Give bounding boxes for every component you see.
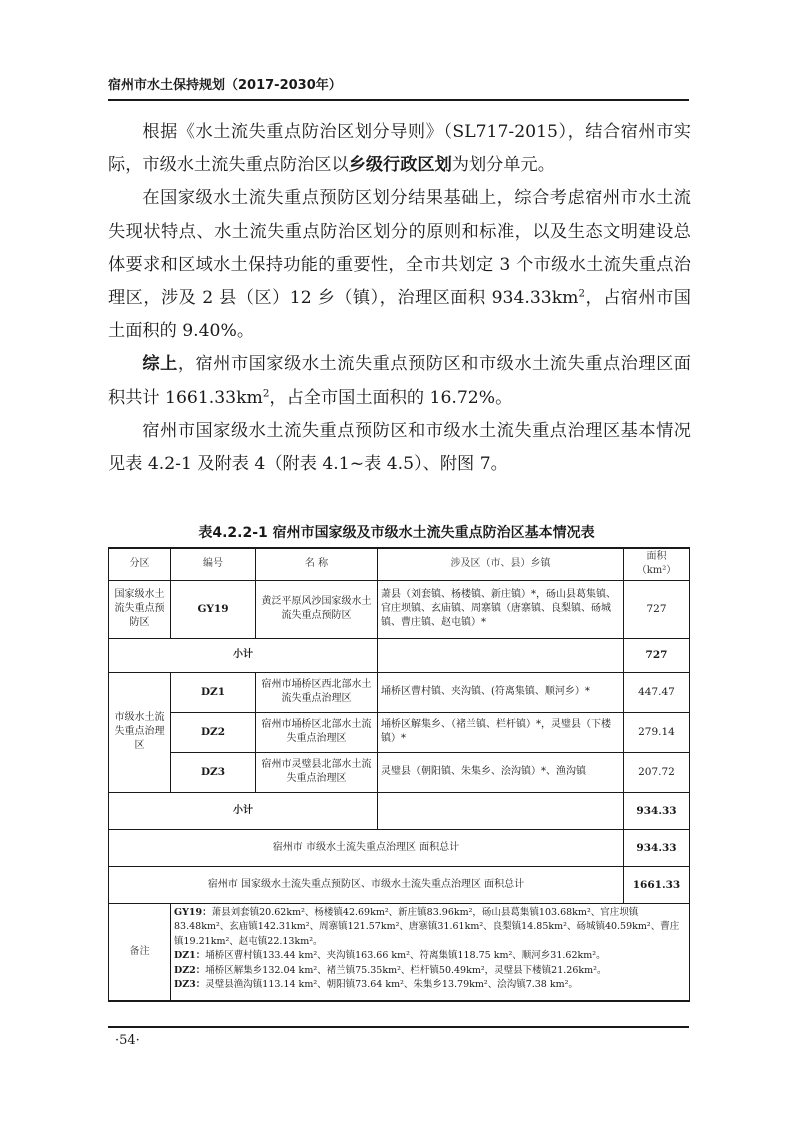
city-area-cell: 207.72 <box>624 752 690 792</box>
paragraph-3: 综上，宿州市国家级水土流失重点预防区和市级水土流失重点治理区面积共计 $1661.33km^2$，占全市国土面积的 16.72%。 <box>108 354 691 408</box>
city-zone-cell: 市级水土流失重点治理区 <box>109 672 171 792</box>
city-towns-cell: 埇桥区曹村镇、夹沟镇、(符离集镇、顺河乡）* <box>378 672 624 712</box>
city-towns-cell: 灵璧县（朝阳镇、朱集乡、浍沟镇）*、渔沟镇 <box>378 752 624 792</box>
remark-line: DZ3：灵璧县渔沟镇113.14 km²、朝阳镇73.64 km²、朱集乡13.79km²、浍沟镇7.38 km²。 <box>174 979 578 990</box>
city-area-cell: 447.47 <box>624 672 690 712</box>
city-subtotal-value: 934.33 <box>624 792 690 829</box>
city-code-cell: DZ2 <box>171 712 256 752</box>
city-total-label: 宿州市 市级水土流失重点治理区 面积总计 <box>109 829 624 866</box>
grand-total-row <box>109 866 690 903</box>
remarks-row <box>109 903 690 1001</box>
prevention-zone-table <box>108 547 690 1002</box>
city-name-cell: 宿州市埇桥区西北部水土流失重点治理区 <box>256 672 378 712</box>
header-title: 宿州市水土保持规划（2017-2030年） <box>108 78 342 93</box>
city-towns-cell: 埇桥区解集乡、（褚兰镇、栏杆镇）*，灵璧县（下楼镇）* <box>378 712 624 752</box>
grand-total-value: 1661.33 <box>624 866 690 903</box>
body-text <box>108 116 691 481</box>
table-row <box>109 712 690 752</box>
table-row <box>109 752 690 792</box>
table-row <box>109 580 690 638</box>
remark-line: GY19：萧县刘套镇20.62km²、杨楼镇42.69km²、新庄镇83.96km²，砀山县葛集镇103.68km²、官庄坝镇83.48km²、玄庙镇142.31km²、周寨镇121.57km²、唐寨镇31.61km²、良梨镇14.85km²、砀城镇40.59km²、曹庄镇19.21km²、赵屯镇22.13km²。 <box>174 906 680 947</box>
page-number: ·54· <box>115 1033 140 1048</box>
header-code: 编号 <box>171 548 256 580</box>
header-towns: 涉及区（市、县）乡镇 <box>378 548 624 580</box>
table-caption: 表4.2.2-1 宿州市国家级及市级水土流失重点防治区基本情况表 <box>198 525 595 541</box>
city-total-value: 934.33 <box>624 829 690 866</box>
table-row <box>109 672 690 712</box>
city-subtotal-empty <box>378 792 624 829</box>
remark-line: DZ2：埇桥区解集乡132.04 km²、褚兰镇75.35km²、栏杆镇50.49km²，灵璧县下楼镇21.26km²。 <box>174 964 607 976</box>
paragraph-2: 在国家级水土流失重点预防区划分结果基础上，综合考虑宿州市水土流失现状特点、水土流失重点防治区划分的原则和标准，以及生态文明建设总体要求和区域水土保持功能的重要性，全市共划定 3 个市级水土流失重点治理区，涉及 2 县（区）12 乡（镇），治理区面积 $934.33km^2$，占宿州市国土面积的 9.40%。 <box>108 188 691 342</box>
city-area-cell: 279.14 <box>624 712 690 752</box>
header-area: 面积 （km²） <box>624 548 690 580</box>
paragraph-4: 宿州市国家级水土流失重点预防区和市级水土流失重点治理区基本情况见表 4.2-1 及附表 4（附表 4.1~表 4.5）、附图 7。 <box>108 420 691 475</box>
grand-total-label: 宿州市 国家级水土流失重点预防区、市级水土流失重点治理区 面积总计 <box>109 866 624 903</box>
city-code-cell: DZ1 <box>171 672 256 712</box>
national-towns-cell: 萧县（刘套镇、杨楼镇、新庄镇）*，砀山县葛集镇、官庄坝镇、玄庙镇、周寨镇（唐寨镇、良梨镇、砀城镇、曹庄镇、赵屯镇）* <box>378 580 624 638</box>
national-zone-cell: 国家级水土流失重点预防区 <box>109 580 171 638</box>
remark-line: DZ1：埇桥区曹村镇133.44 km²、夹沟镇163.66 km²、符离集镇118.75 km²、顺河乡31.62km²。 <box>174 950 606 961</box>
table-header-row <box>109 548 690 580</box>
header-rule <box>108 99 689 101</box>
city-code-cell: DZ3 <box>171 752 256 792</box>
national-subtotal-value: 727 <box>624 638 690 672</box>
national-code-cell: GY19 <box>171 580 256 638</box>
header-zone: 分区 <box>109 548 171 580</box>
remarks-label: 备注 <box>109 903 171 1001</box>
city-name-cell: 宿州市埇桥区北部水土流失重点治理区 <box>256 712 378 752</box>
footer-rule <box>108 1026 689 1028</box>
national-subtotal-row <box>109 638 690 672</box>
national-area-cell: 727 <box>624 580 690 638</box>
city-total-row <box>109 829 690 866</box>
remarks-cell <box>171 903 690 1001</box>
national-subtotal-empty <box>378 638 624 672</box>
national-subtotal-label: 小计 <box>109 638 378 672</box>
city-subtotal-label: 小计 <box>109 792 378 829</box>
national-name-cell: 黄泛平原风沙国家级水土流失重点预防区 <box>256 580 378 638</box>
paragraph-1: 根据《水土流失重点防治区划分导则》（SL717-2015），结合宿州市实际，市级水土流失重点防治区以乡级行政区划为划分单元。 <box>108 122 691 176</box>
header-name: 名 称 <box>256 548 378 580</box>
city-subtotal-row <box>109 792 690 829</box>
city-name-cell: 宿州市灵璧县北部水土流失重点治理区 <box>256 752 378 792</box>
